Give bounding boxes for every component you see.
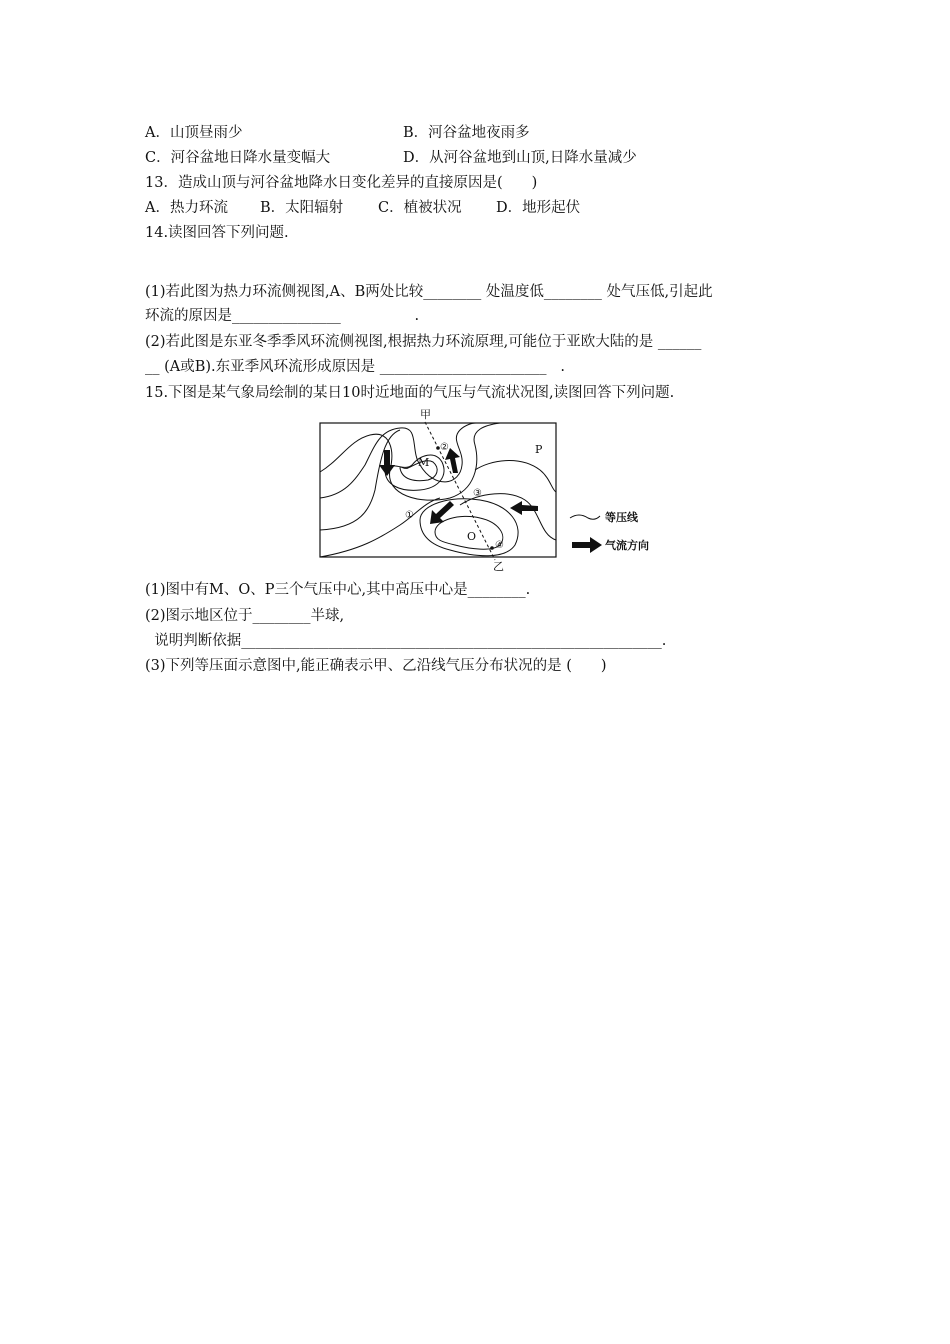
q15-part3: (3)下列等压面示意图中,能正确表示甲、乙沿线气压分布状况的是 ( ) xyxy=(145,658,607,674)
q15-part2-line2: 说明判断依据__________________________________________________________. xyxy=(145,633,667,649)
map-frame xyxy=(320,423,556,557)
q14-part2-line1: (2)若此图是东亚冬季季风环流侧视图,根据热力环流原理,可能位于亚欧大陆的是 ______ xyxy=(145,334,702,350)
label-jia: 甲 xyxy=(420,408,431,421)
airflow-arrows xyxy=(379,448,538,524)
q14-part2-line2: __ (A或B).东亚季风环流形成原因是 _______________________ . xyxy=(145,359,565,375)
point-4-dot xyxy=(490,546,494,550)
label-yi: 乙 xyxy=(493,560,504,573)
q15-part2-line1: (2)图示地区位于________半球, xyxy=(145,608,345,624)
label-center-p: P xyxy=(535,443,543,456)
q13-option-a: A．热力环流 xyxy=(145,200,228,216)
legend-airflow-label: 气流方向 xyxy=(605,539,649,552)
q13-stem: 13．造成山顶与河谷盆地降水日变化差异的直接原因是( ) xyxy=(145,175,538,191)
legend-isobar-label: 等压线 xyxy=(605,511,638,524)
label-center-m: M xyxy=(418,456,430,469)
section-line-jia-yi xyxy=(425,422,495,560)
label-point-3: ③ xyxy=(473,488,482,499)
isobar-map-figure xyxy=(300,410,680,575)
label-point-1: ① xyxy=(405,510,414,521)
q12-option-a: A．山顶昼雨少 xyxy=(145,125,243,141)
q12-option-d: D．从河谷盆地到山顶,日降水量减少 xyxy=(403,150,637,166)
q14-part1-line2: 环流的原因是_______________ . xyxy=(145,308,420,324)
label-point-2: ② xyxy=(440,442,449,453)
q15-stem: 15.下图是某气象局绘制的某日10时近地面的气压与气流状况图,读图回答下列问题. xyxy=(145,385,675,401)
q12-option-c: C．河谷盆地日降水量变幅大 xyxy=(145,150,331,166)
isobar-lines xyxy=(320,423,556,557)
q13-option-d: D．地形起伏 xyxy=(496,200,581,216)
q13-option-b: B．太阳辐射 xyxy=(260,200,344,216)
q15-part1: (1)图中有M、O、P三个气压中心,其中高压中心是________. xyxy=(145,582,531,598)
legend-isobar-icon xyxy=(570,515,600,519)
q13-option-c: C．植被状况 xyxy=(378,200,462,216)
label-center-o: O xyxy=(467,530,477,543)
arrow-down-left-icon xyxy=(379,450,395,476)
legend-airflow-icon xyxy=(572,537,602,553)
q12-option-b: B．河谷盆地夜雨多 xyxy=(403,125,530,141)
q14-part1-line1: (1)若此图为热力环流侧视图,A、B两处比较________ 处温度低________ 处气压低,引起此 xyxy=(145,284,713,300)
q14-stem: 14.读图回答下列问题. xyxy=(145,225,289,241)
arrow-west-icon xyxy=(510,501,538,515)
label-point-4: ④ xyxy=(495,540,504,551)
